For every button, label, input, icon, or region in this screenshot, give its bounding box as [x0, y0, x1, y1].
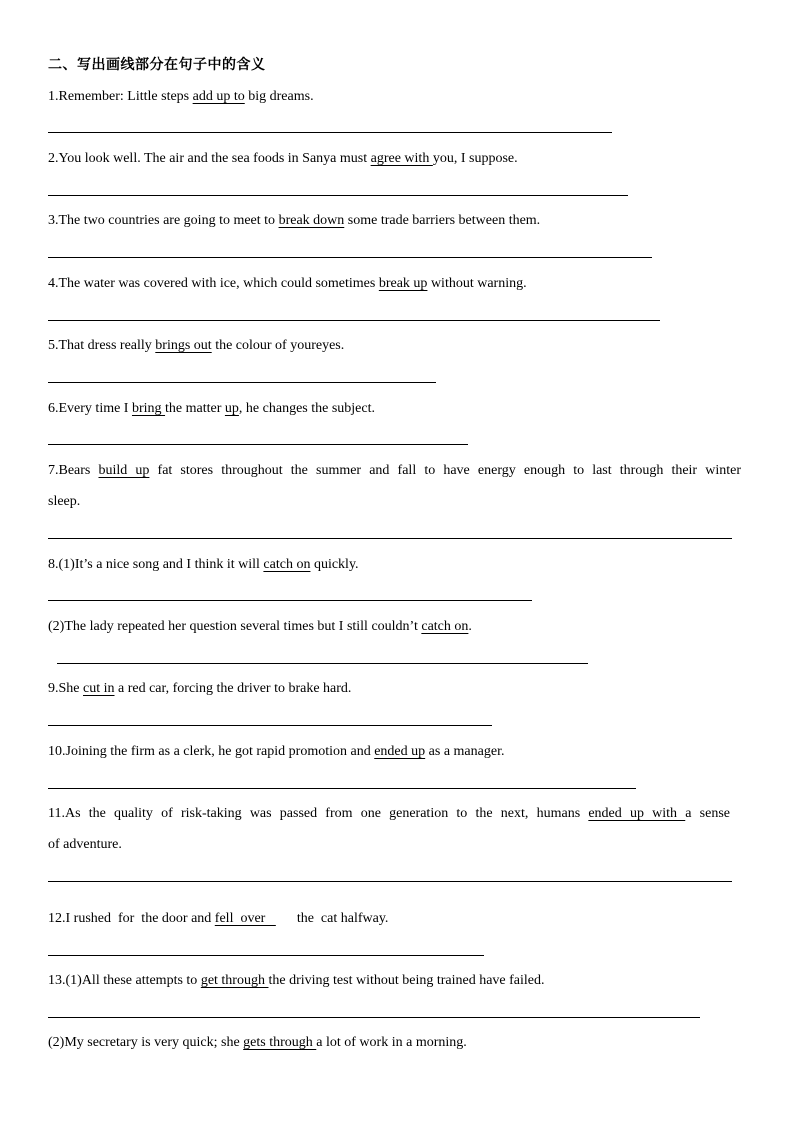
answer-line-7[interactable] — [48, 538, 732, 539]
underlined-phrase: fell over — [214, 911, 276, 926]
sentence-text: a lot of work in a morning. — [316, 1035, 467, 1050]
sentence-text: fat stores throughout the summer and fall to have energy enough to last through their winter — [149, 463, 741, 478]
sentence-text: 2.You look well. The air and the sea foods in Sanya must — [48, 151, 371, 166]
answer-line-2[interactable] — [48, 195, 628, 196]
sentence-text: as a manager. — [425, 744, 505, 759]
sentence-text: . — [468, 619, 472, 634]
underlined-phrase: break down — [278, 213, 345, 228]
sentence-text: big dreams. — [244, 89, 314, 104]
sentence-text: 5.That dress really — [48, 338, 156, 353]
sentence-text: a red car, forcing the driver to brake hard. — [114, 681, 352, 696]
sentence-text: the cat halfway. — [275, 911, 389, 926]
question-13-2 — [48, 1034, 467, 1052]
underlined-phrase: build up — [98, 463, 150, 478]
question-11-continued: of adventure. — [48, 837, 122, 852]
answer-line-13-1[interactable] — [48, 1017, 700, 1018]
sentence-text: 4.The water was covered with ice, which could sometimes — [48, 276, 379, 291]
underlined-phrase: cut in — [83, 681, 115, 696]
question-12 — [48, 910, 388, 928]
sentence-text: a sense — [685, 806, 730, 821]
sentence-text: 10.Joining the firm as a clerk, he got rapid promotion and — [48, 744, 375, 759]
sentence-text: 3.The two countries are going to meet to — [48, 213, 279, 228]
sentence-text: 9.She — [48, 681, 83, 696]
question-5 — [48, 337, 344, 355]
sentence-text: , he changes the subject. — [238, 401, 375, 416]
answer-line-6[interactable] — [48, 444, 468, 445]
section-heading: 二、写出画线部分在句子中的含义 — [48, 57, 266, 73]
answer-line-1[interactable] — [48, 132, 612, 133]
sentence-text: quickly. — [310, 557, 359, 572]
underlined-phrase: catch on — [263, 557, 311, 572]
answer-line-12[interactable] — [48, 955, 484, 956]
sentence-text: some trade barriers between them. — [344, 213, 541, 228]
sentence-text: (2)The lady repeated her question several times but I still couldn’t — [48, 619, 422, 634]
question-2 — [48, 150, 518, 168]
sentence-text: the driving test without being trained have failed. — [268, 973, 545, 988]
question-7 — [48, 462, 741, 480]
question-9 — [48, 680, 351, 698]
underlined-phrase: add up to — [192, 89, 245, 104]
sentence-text: 12.I rushed for the door and — [48, 911, 215, 926]
underlined-phrase: up — [224, 401, 239, 416]
question-7-continued: sleep. — [48, 494, 81, 509]
sentence-text: 7.Bears — [48, 463, 99, 478]
answer-line-10[interactable] — [48, 788, 636, 789]
underlined-phrase: agree with — [370, 151, 433, 166]
question-10 — [48, 743, 504, 761]
sentence-text: (2)My secretary is very quick; she — [48, 1035, 244, 1050]
sentence-text: without warning. — [427, 276, 527, 291]
sentence-text: the colour of youreyes. — [211, 338, 345, 353]
question-8-1 — [48, 556, 359, 574]
sentence-text: 8.(1)It’s a nice song and I think it will — [48, 557, 264, 572]
underlined-phrase: ended up with — [588, 806, 686, 821]
answer-line-11[interactable] — [48, 881, 732, 882]
underlined-phrase: get through — [200, 973, 269, 988]
question-3 — [48, 212, 540, 230]
answer-line-4[interactable] — [48, 320, 660, 321]
question-13-1 — [48, 972, 545, 990]
question-6 — [48, 400, 375, 418]
question-11 — [48, 805, 730, 823]
underlined-phrase: ended up — [374, 744, 426, 759]
sentence-text: the matter — [165, 401, 225, 416]
answer-line-9[interactable] — [48, 725, 492, 726]
question-1 — [48, 88, 314, 106]
question-4 — [48, 275, 527, 293]
answer-line-8-1[interactable] — [48, 600, 532, 601]
sentence-text: you, I suppose. — [432, 151, 518, 166]
underlined-phrase: catch on — [421, 619, 469, 634]
sentence-text: 13.(1)All these attempts to — [48, 973, 201, 988]
question-8-2 — [48, 618, 472, 636]
sentence-text: 1.Remember: Little steps — [48, 89, 193, 104]
underlined-phrase: bring — [131, 401, 166, 416]
underlined-phrase: brings out — [155, 338, 212, 353]
answer-line-5[interactable] — [48, 382, 436, 383]
sentence-text: 6.Every time I — [48, 401, 132, 416]
underlined-phrase: gets through — [243, 1035, 317, 1050]
underlined-phrase: break up — [378, 276, 428, 291]
answer-line-8-2[interactable] — [57, 663, 588, 664]
answer-line-3[interactable] — [48, 257, 652, 258]
sentence-text: 11.As the quality of risk-taking was passed from one generation to the next, humans — [48, 806, 589, 821]
